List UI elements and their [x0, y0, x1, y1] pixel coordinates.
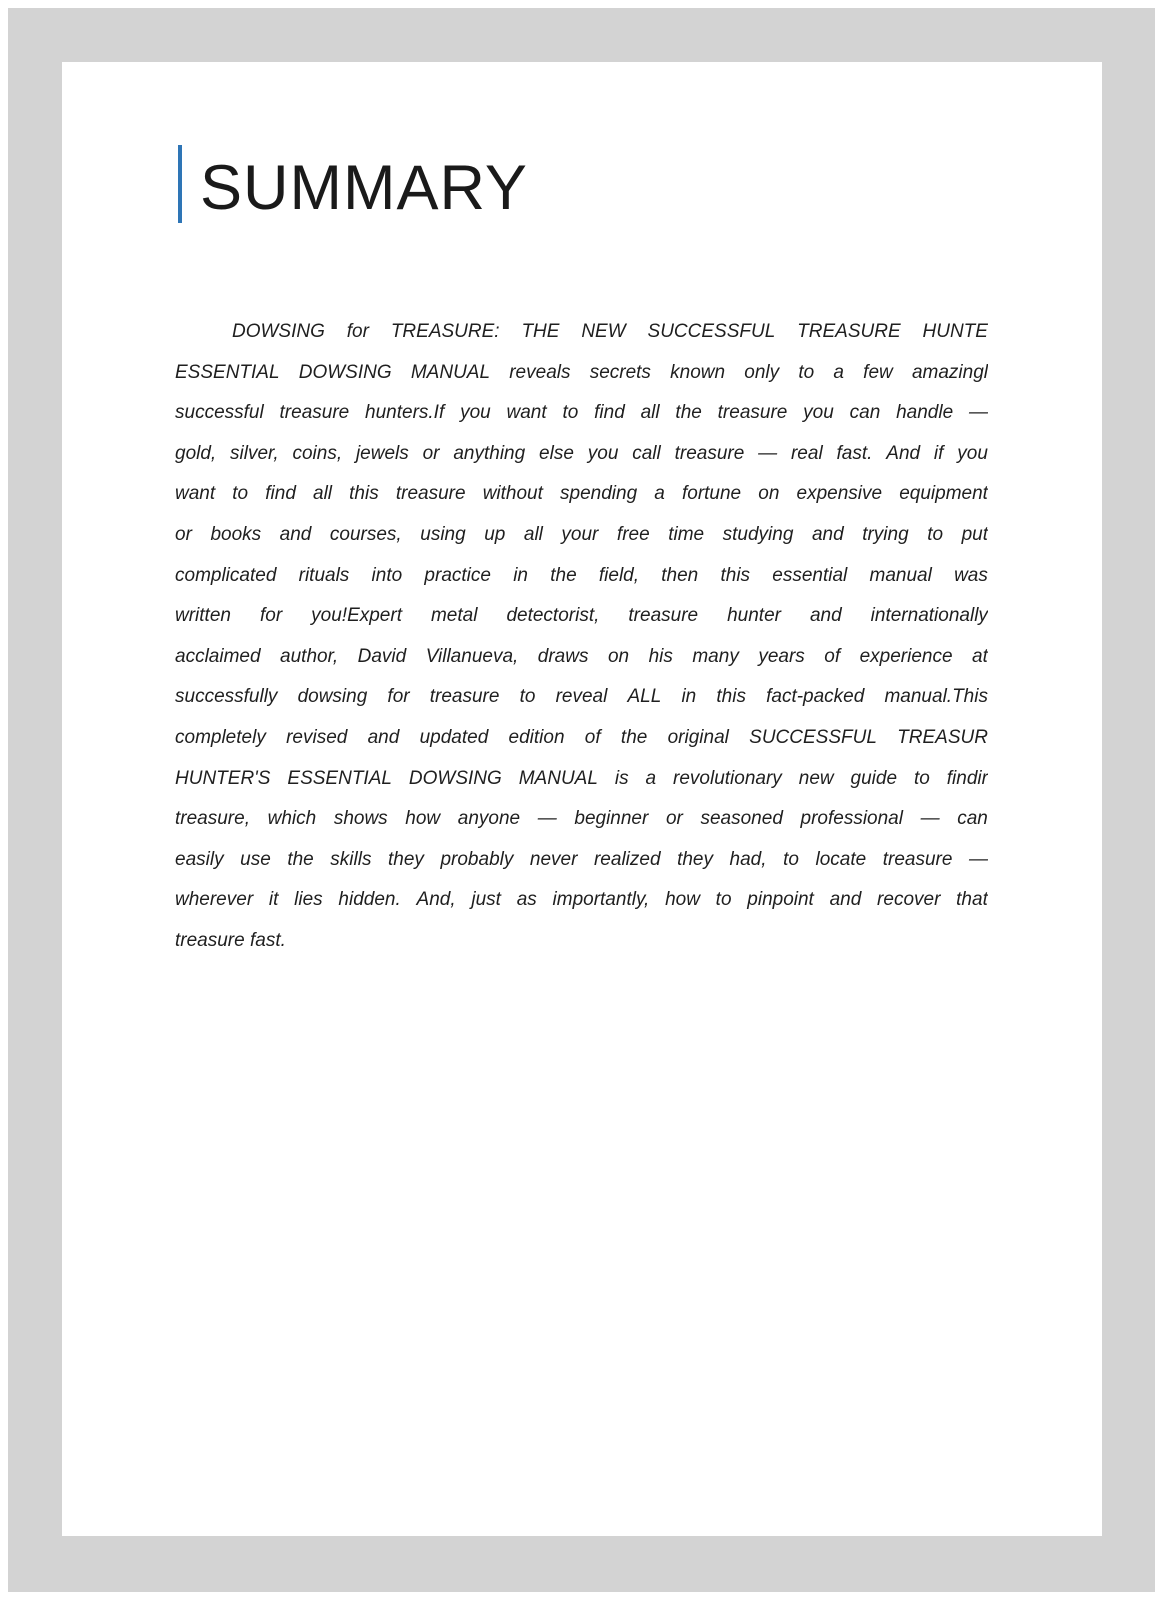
- text-word: MANUAL: [518, 767, 598, 789]
- text-word: this: [716, 686, 746, 708]
- text-word: silver,: [230, 442, 279, 464]
- text-word: skills: [330, 848, 372, 870]
- text-word: it: [268, 889, 279, 911]
- text-word: wherever: [175, 889, 254, 911]
- text-word: draws: [537, 645, 589, 667]
- text-word: into: [371, 564, 403, 586]
- text-word: treasure: [717, 402, 788, 424]
- text-word: treasure: [628, 605, 699, 627]
- text-word: on: [758, 483, 780, 505]
- text-word: new: [798, 767, 834, 789]
- text-word: metal: [430, 605, 478, 627]
- text-word: without: [482, 483, 543, 505]
- text-word: then: [661, 564, 699, 586]
- text-word: —: [968, 848, 988, 870]
- text-word: find: [594, 402, 625, 424]
- text-word: you!Expert: [311, 605, 402, 627]
- text-word: —: [920, 808, 940, 830]
- text-line: [175, 840, 988, 881]
- text-line: [175, 393, 988, 434]
- text-word: completely: [175, 726, 266, 748]
- text-word: locate: [815, 848, 867, 870]
- text-word: free: [616, 523, 650, 545]
- text-word: treasure,: [175, 808, 250, 830]
- text-word: —: [968, 402, 988, 424]
- text-word: updated: [419, 726, 489, 748]
- text-word: to: [519, 686, 536, 708]
- text-word: edition: [508, 726, 565, 748]
- text-word: just: [471, 889, 501, 911]
- text-word: to: [562, 402, 579, 424]
- text-word: findir: [946, 767, 988, 789]
- text-word: revised: [286, 726, 348, 748]
- text-word: dowsing: [297, 686, 368, 708]
- text-word: you: [587, 442, 619, 464]
- text-word: essential: [772, 564, 848, 586]
- text-word: jewels: [355, 442, 409, 464]
- text-word: internationally: [870, 605, 988, 627]
- text-word: fact-packed: [766, 686, 865, 708]
- text-word: SUCCESSFUL: [647, 321, 776, 342]
- text-word: and: [279, 523, 312, 545]
- heading-block: [178, 145, 528, 223]
- text-word: realized: [593, 848, 661, 870]
- text-line: [175, 759, 988, 800]
- text-word: his: [648, 645, 673, 667]
- text-word: coins,: [292, 442, 343, 464]
- text-word: at: [972, 645, 988, 667]
- text-word: shows: [333, 808, 388, 830]
- text-word: and: [829, 889, 862, 911]
- text-word: field,: [598, 564, 640, 586]
- text-word: treasure: [429, 686, 500, 708]
- text-word: they: [677, 848, 713, 870]
- text-word: THE: [521, 321, 560, 342]
- text-word: ALL: [627, 686, 662, 708]
- text-word: for: [387, 686, 410, 708]
- text-word: as: [516, 889, 537, 911]
- text-line: [175, 677, 988, 718]
- text-word: the: [620, 726, 648, 748]
- summary-text: [175, 312, 988, 962]
- text-word: your: [561, 523, 599, 545]
- text-word: probably: [440, 848, 514, 870]
- text-word: beginner: [574, 808, 649, 830]
- text-word: practice: [424, 564, 491, 586]
- text-word: to: [715, 889, 732, 911]
- text-line: [175, 474, 988, 515]
- text-word: all: [640, 402, 660, 424]
- text-word: anything: [453, 442, 526, 464]
- text-line: [175, 556, 988, 597]
- text-word: experience: [859, 645, 953, 667]
- text-word: And: [886, 442, 921, 464]
- text-word: years: [758, 645, 805, 667]
- text-word: or: [665, 808, 683, 830]
- text-word: courses,: [329, 523, 402, 545]
- text-word: reveal: [555, 686, 608, 708]
- text-line: [175, 799, 988, 840]
- text-word: or: [175, 523, 192, 545]
- text-line: [175, 515, 988, 556]
- text-word: ESSENTIAL: [287, 767, 392, 789]
- text-word: amazingl: [911, 361, 988, 383]
- text-word: up: [484, 523, 506, 545]
- text-word: had,: [729, 848, 767, 870]
- text-word: David: [357, 645, 407, 667]
- text-word: manual.This: [884, 686, 988, 708]
- text-word: original: [667, 726, 729, 748]
- text-word: and: [811, 523, 844, 545]
- text-word: else: [539, 442, 574, 464]
- text-word: to: [927, 523, 944, 545]
- text-word: professional: [800, 808, 903, 830]
- text-word: spending: [560, 483, 638, 505]
- page-frame: [8, 8, 1155, 1592]
- text-word: equipment: [899, 483, 988, 505]
- document-page: [62, 62, 1102, 1536]
- text-word: only: [744, 361, 780, 383]
- text-word: handle: [896, 402, 954, 424]
- text-word: secrets: [589, 361, 651, 383]
- text-word: to: [913, 767, 930, 789]
- text-word: hunters.If: [365, 402, 445, 424]
- text-word: in: [681, 686, 697, 708]
- text-word: DOWSING: [408, 767, 502, 789]
- text-word: put: [961, 523, 988, 545]
- text-line: [175, 718, 988, 759]
- text-word: for: [259, 605, 283, 627]
- text-word: in: [513, 564, 528, 586]
- text-word: written: [175, 605, 231, 627]
- text-word: a: [654, 483, 665, 505]
- text-line: [175, 312, 988, 353]
- text-word: all: [313, 483, 333, 505]
- text-word: how: [405, 808, 441, 830]
- text-word: that: [956, 889, 988, 911]
- text-word: and: [809, 605, 842, 627]
- text-word: expensive: [796, 483, 883, 505]
- text-word: Villanueva,: [425, 645, 519, 667]
- text-word: known: [670, 361, 726, 383]
- text-word: never: [529, 848, 578, 870]
- text-word: easily: [175, 848, 224, 870]
- text-word: recover: [877, 889, 941, 911]
- text-line: [175, 596, 988, 637]
- heading-accent-bar: [178, 145, 182, 223]
- text-word: ESSENTIAL: [175, 361, 280, 383]
- text-word: you: [803, 402, 834, 424]
- text-word: HUNTE: [922, 321, 988, 342]
- text-word: time: [668, 523, 705, 545]
- text-word: a: [833, 361, 844, 383]
- text-word: this: [720, 564, 751, 586]
- text-word: treasure: [882, 848, 953, 870]
- text-word: they: [388, 848, 424, 870]
- text-word: books: [210, 523, 262, 545]
- text-word: complicated: [175, 564, 277, 586]
- text-word: successfully: [175, 686, 278, 708]
- text-word: this: [349, 483, 379, 505]
- text-word: many: [692, 645, 739, 667]
- text-word: you: [460, 402, 491, 424]
- text-word: to: [798, 361, 815, 383]
- text-word: which: [267, 808, 317, 830]
- text-word: —: [758, 442, 778, 464]
- text-word: and: [367, 726, 400, 748]
- text-word: DOWSING: [298, 361, 392, 383]
- text-line: [175, 434, 988, 475]
- text-word: or: [422, 442, 440, 464]
- text-word: real: [790, 442, 823, 464]
- text-word: of: [584, 726, 601, 748]
- text-word: using: [420, 523, 466, 545]
- text-word: rituals: [298, 564, 350, 586]
- text-word: detectorist,: [506, 605, 600, 627]
- text-word: TREASURE: [797, 321, 901, 342]
- text-word: trying: [862, 523, 909, 545]
- text-word: the: [287, 848, 314, 870]
- text-word: you: [957, 442, 988, 464]
- text-word: importantly,: [552, 889, 650, 911]
- text-word: reveals: [509, 361, 571, 383]
- text-word: hunter: [727, 605, 781, 627]
- text-word: can: [957, 808, 988, 830]
- text-word: all: [523, 523, 543, 545]
- text-word: NEW: [581, 321, 626, 342]
- text-word: TREASUR: [897, 726, 988, 748]
- text-word: is: [614, 767, 629, 789]
- text-word: treasure: [279, 402, 350, 424]
- text-line: treasure fast.: [175, 929, 286, 951]
- text-word: for: [346, 321, 369, 342]
- page-title: SUMMARY: [200, 153, 528, 223]
- text-word: the: [675, 402, 702, 424]
- text-word: how: [665, 889, 700, 911]
- text-word: to: [232, 483, 249, 505]
- text-word: —: [537, 808, 557, 830]
- text-word: HUNTER'S: [175, 767, 271, 789]
- text-word: was: [954, 564, 988, 586]
- text-word: a: [645, 767, 657, 789]
- text-word: And,: [416, 889, 456, 911]
- text-word: fast.: [836, 442, 873, 464]
- text-word: find: [265, 483, 296, 505]
- text-word: treasure: [395, 483, 466, 505]
- text-line: [175, 880, 988, 921]
- text-word: lies: [294, 889, 323, 911]
- text-word: studying: [722, 523, 794, 545]
- text-word: revolutionary: [673, 767, 782, 789]
- text-word: SUCCESSFUL: [749, 726, 877, 748]
- text-word: on: [607, 645, 630, 667]
- text-word: use: [240, 848, 271, 870]
- text-word: manual: [869, 564, 932, 586]
- text-word: fortune: [681, 483, 742, 505]
- text-word: TREASURE:: [390, 321, 500, 342]
- text-word: MANUAL: [410, 361, 491, 383]
- text-word: author,: [280, 645, 339, 667]
- text-line: [175, 637, 988, 678]
- text-word: hidden.: [338, 889, 401, 911]
- text-word: pinpoint: [747, 889, 814, 911]
- text-word: treasure: [674, 442, 745, 464]
- text-word: want: [506, 402, 547, 424]
- text-word: to: [783, 848, 799, 870]
- text-word: if: [933, 442, 944, 464]
- text-word: successful: [175, 402, 264, 424]
- text-word: anyone: [457, 808, 521, 830]
- text-word: of: [824, 645, 841, 667]
- text-word: want: [175, 483, 216, 505]
- text-word: acclaimed: [175, 645, 261, 667]
- text-word: gold,: [175, 442, 217, 464]
- text-word: DOWSING: [232, 321, 325, 342]
- text-word: can: [849, 402, 881, 424]
- text-word: seasoned: [700, 808, 783, 830]
- text-word: call: [632, 442, 661, 464]
- text-line: [175, 353, 988, 394]
- text-word: the: [550, 564, 577, 586]
- text-word: guide: [850, 767, 898, 789]
- text-word: few: [863, 361, 893, 383]
